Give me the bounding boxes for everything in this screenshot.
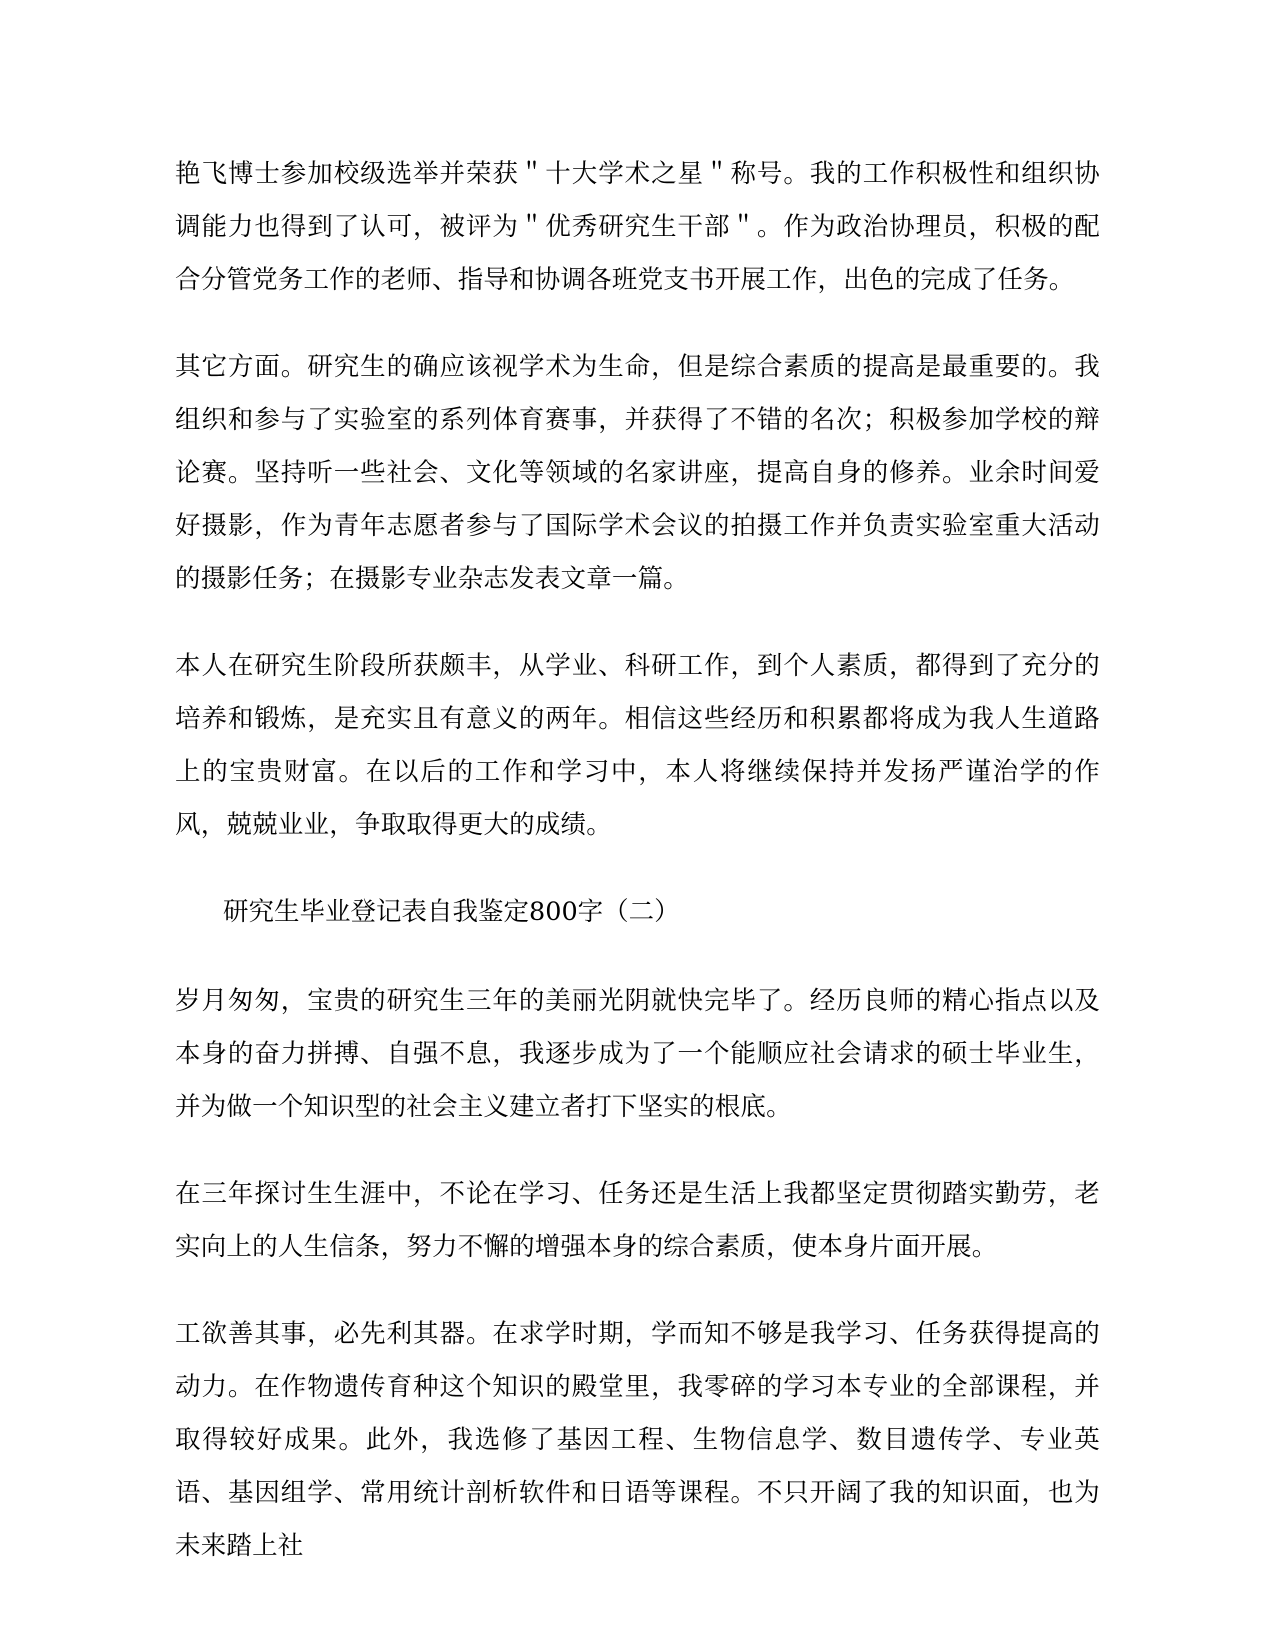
paragraph-three-years: 在三年探讨生生涯中，不论在学习、任务还是生活上我都坚定贯彻踏实勤劳，老实向上的人生信条，努力不懈的增强本身的综合素质，使本身片面开展。 <box>175 1179 1100 1262</box>
document-body <box>175 148 1100 1573</box>
spacer <box>175 965 1100 975</box>
paragraph-study: 工欲善其事，必先利其器。在求学时期，学而知不够是我学习、任务获得提高的动力。在作物遗传育种这个知识的殿堂里，我零碎的学习本专业的全部课程，并取得较好成果。此外，我选修了基因工程、生物信息学、数目遗传学、专业英语、基因组学、常用统计剖析软件和日语等课程。不只开阔了我的知识面，也为未来踏上社 <box>175 1319 1100 1561</box>
paragraph-time-flies: 岁月匆匆，宝贵的研究生三年的美丽光阴就快完毕了。经历良师的精心指点以及本身的奋力拼搏、自强不息，我逐步成为了一个能顺应社会请求的硕士毕业生，并为做一个知识型的社会主义建立者打下坚实的根底。 <box>175 986 1100 1122</box>
paragraph-honors: 艳飞博士参加校级选举并荣获＂十大学术之星＂称号。我的工作积极性和组织协调能力也得到了认可，被评为＂优秀研究生干部＂。作为政治协理员，积极的配合分管党务工作的老师、指导和协调各班党支书开展工作，出色的完成了任务。 <box>175 159 1100 295</box>
paragraph-other-aspects: 其它方面。研究生的确应该视学术为生命，但是综合素质的提高是最重要的。我组织和参与了实验室的系列体育赛事，并获得了不错的名次；积极参加学校的辩论赛。坚持听一些社会、文化等领域的名家讲座，提高自身的修养。业余时间爱好摄影，作为青年志愿者参与了国际学术会议的拍摄工作并负责实验室重大活动的摄影任务；在摄影专业杂志发表文章一篇。 <box>175 352 1100 594</box>
paragraph-summary: 本人在研究生阶段所获颇丰，从学业、科研工作，到个人素质，都得到了充分的培养和锻炼，是充实且有意义的两年。相信这些经历和积累都将成为我人生道路上的宝贵财富。在以后的工作和学习中，本人将继续保持并发扬严谨治学的作风，兢兢业业，争取取得更大的成绩。 <box>175 651 1100 840</box>
section-heading-part-two: 研究生毕业登记表自我鉴定800字（二） <box>223 897 680 927</box>
